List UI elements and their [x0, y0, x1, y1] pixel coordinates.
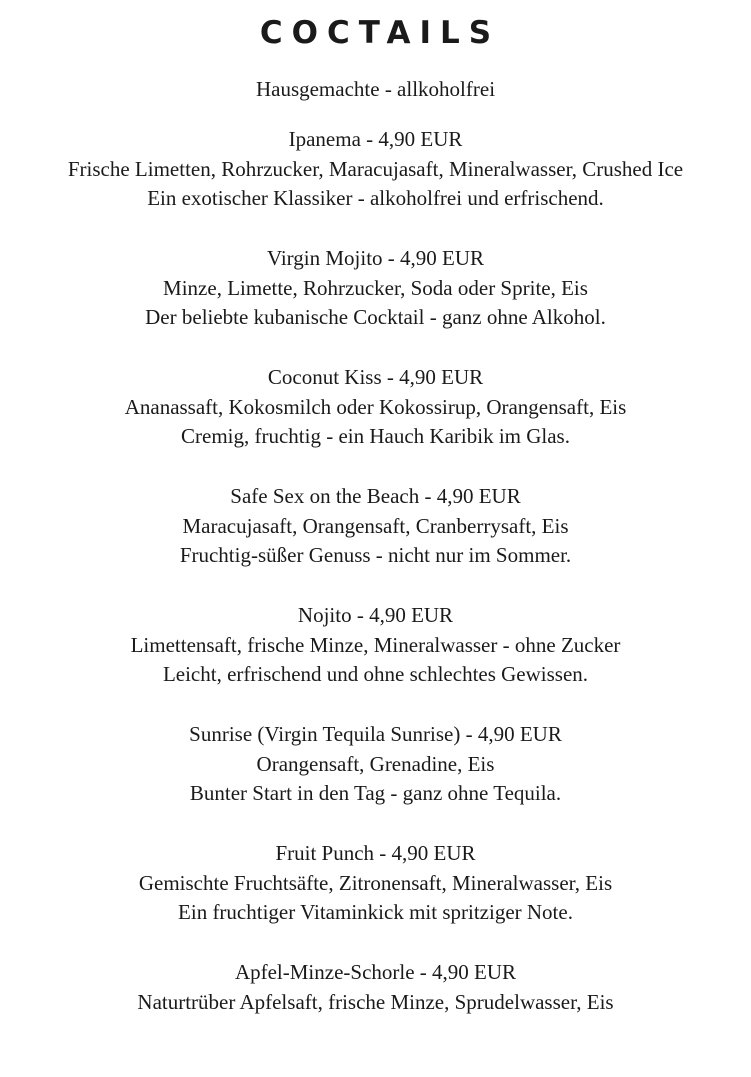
item-description: Bunter Start in den Tag - ganz ohne Tequila.: [189, 781, 562, 805]
item-ingredients: Orangensaft, Grenadine, Eis: [256, 751, 495, 776]
item-heading: Coconut Kiss - 4,90 EUR: [267, 365, 484, 389]
menu-item-apfel-minze-schorle: [0, 958, 751, 1077]
item-description: Ein exotischer Klassiker - alkoholfrei und erfrischend.: [147, 186, 604, 210]
cocktail-menu: [0, 125, 751, 1077]
item-heading: Nojito - 4,90 EUR: [297, 603, 454, 627]
menu-item-virgin-mojito: [0, 244, 751, 363]
item-heading: Sunrise (Virgin Tequila Sunrise) - 4,90 EUR: [189, 722, 562, 746]
menu-item-fruit-punch: [0, 839, 751, 958]
item-heading: Fruit Punch - 4,90 EUR: [275, 841, 476, 865]
menu-item-nojito: [0, 601, 751, 720]
item-description: Der beliebte kubanische Cocktail - ganz ohne Alkohol.: [145, 305, 606, 329]
item-heading: Virgin Mojito - 4,90 EUR: [266, 246, 485, 270]
menu-item-sunrise: [0, 720, 751, 839]
item-ingredients: Naturtrüber Apfelsaft, frische Minze, Sprudelwasser, Eis: [137, 989, 614, 1014]
item-ingredients: Minze, Limette, Rohrzucker, Soda oder Sprite, Eis: [163, 275, 588, 300]
menu-item-coconut-kiss: [0, 363, 751, 482]
item-ingredients: Limettensaft, frische Minze, Mineralwasser - ohne Zucker: [130, 632, 621, 657]
item-description: Fruchtig-süßer Genuss - nicht nur im Sommer.: [179, 543, 572, 567]
item-heading: Ipanema - 4,90 EUR: [288, 127, 463, 151]
item-description: Cremig, fruchtig - ein Hauch Karibik im Glas.: [181, 424, 570, 448]
item-ingredients: Gemischte Fruchtsäfte, Zitronensaft, Mineralwasser, Eis: [138, 870, 613, 895]
item-ingredients: Ananassaft, Kokosmilch oder Kokossirup, Orangensaft, Eis: [124, 394, 627, 419]
item-description: Leicht, erfrischend und ohne schlechtes Gewissen.: [162, 662, 589, 686]
item-heading: Apfel-Minze-Schorle - 4,90 EUR: [234, 960, 517, 984]
item-heading: Safe Sex on the Beach - 4,90 EUR: [230, 484, 521, 508]
menu-item-ipanema: [0, 125, 751, 244]
page-title: COCTAILS: [259, 15, 501, 51]
item-ingredients: Maracujasaft, Orangensaft, Cranberrysaft, Eis: [182, 513, 569, 538]
page-subtitle: Hausgemachte - allkoholfrei: [255, 77, 496, 101]
menu-item-safe-sex-on-the-beach: [0, 482, 751, 601]
item-ingredients: Frische Limetten, Rohrzucker, Maracujasaft, Mineralwasser, Crushed Ice: [67, 156, 684, 181]
item-description: Ein fruchtiger Vitaminkick mit spritziger Note.: [178, 900, 573, 924]
